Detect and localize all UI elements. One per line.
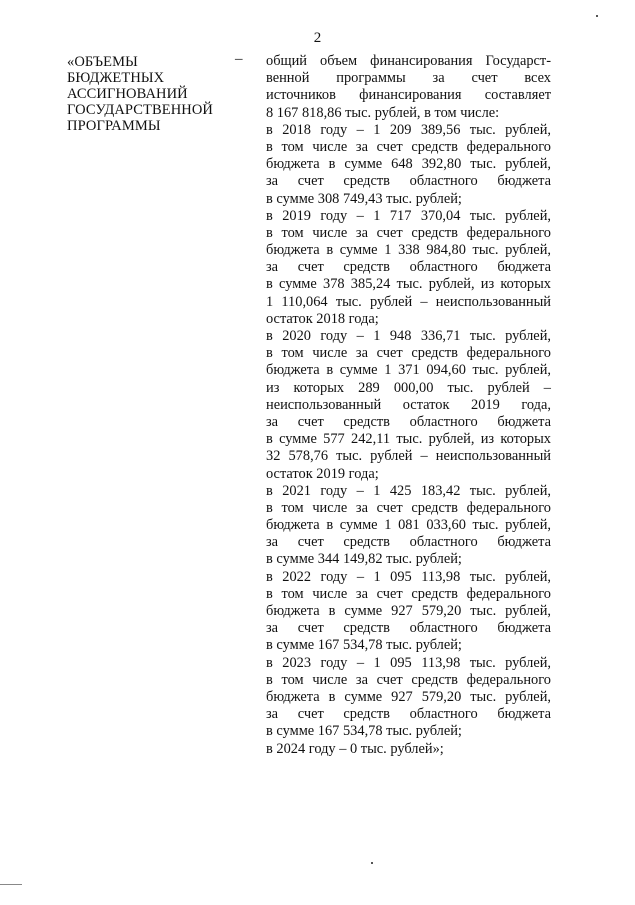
body-text-line: в сумме 378 385,24 тыс. рублей, из которых xyxy=(266,276,551,293)
scan-mark-bottom xyxy=(371,862,373,864)
body-text-line: из которых 289 000,00 тыс. рублей – xyxy=(266,379,551,396)
body-text-line: за счет средств областного бюджета xyxy=(266,706,551,723)
body-text-line: в 2021 году – 1 425 183,42 тыс. рублей, xyxy=(266,482,551,499)
section-title-line: АССИГНОВАНИЙ xyxy=(67,86,188,102)
section-title-line: «ОБЪЕМЫ xyxy=(67,54,138,70)
body-text-line: бюджета в сумме 927 579,20 тыс. рублей, xyxy=(266,688,551,705)
title-separator-dash: – xyxy=(235,51,243,67)
body-text-line: за счет средств областного бюджета xyxy=(266,173,551,190)
body-text-line: 8 167 818,86 тыс. рублей, в том числе: xyxy=(266,104,500,121)
body-text-line: за счет средств областного бюджета xyxy=(266,259,551,276)
scan-line-bottom-left xyxy=(0,884,22,885)
body-text-line: за счет средств областного бюджета xyxy=(266,534,551,551)
body-text-line: в 2022 году – 1 095 113,98 тыс. рублей, xyxy=(266,568,551,585)
body-text-line: в сумме 167 534,78 тыс. рублей; xyxy=(266,637,462,654)
body-text-line: в том числе за счет средств федерального xyxy=(266,585,551,602)
body-text-line: бюджета в сумме 1 371 094,60 тыс. рублей, xyxy=(266,362,551,379)
body-text-line: остаток 2018 года; xyxy=(266,310,379,327)
body-text-line: бюджета в сумме 1 338 984,80 тыс. рублей, xyxy=(266,242,551,259)
body-text-line: 32 578,76 тыс. рублей – неиспользованный xyxy=(266,448,551,465)
body-text-line: источников финансирования составляет xyxy=(266,87,551,104)
body-text-line: венной программы за счет всех xyxy=(266,70,551,87)
body-text-line: бюджета в сумме 648 392,80 тыс. рублей, xyxy=(266,156,551,173)
financing-body-text xyxy=(266,53,551,758)
body-text-line: общий объем финансирования Государст- xyxy=(266,53,551,69)
section-title-line: ГОСУДАРСТВЕННОЙ xyxy=(67,102,213,118)
section-title-line: БЮДЖЕТНЫХ xyxy=(67,70,165,86)
body-text-line: в 2018 году – 1 209 389,56 тыс. рублей, xyxy=(266,121,551,138)
body-text-line: в том числе за счет средств федерального xyxy=(266,138,551,155)
body-text-line: в 2020 году – 1 948 336,71 тыс. рублей, xyxy=(266,328,551,344)
body-text-line: 1 110,064 тыс. рублей – неиспользованный xyxy=(266,293,551,310)
body-text-line: в том числе за счет средств федерального xyxy=(266,671,551,688)
body-text-line: в сумме 577 242,11 тыс. рублей, из которых xyxy=(266,431,551,448)
scan-mark-top-right xyxy=(596,15,598,17)
body-text-line: за счет средств областного бюджета xyxy=(266,413,551,430)
section-title xyxy=(67,54,237,134)
body-text-line: в сумме 308 749,43 тыс. рублей; xyxy=(266,190,462,207)
body-text-line: в сумме 344 149,82 тыс. рублей; xyxy=(266,551,462,568)
body-text-line: бюджета в сумме 1 081 033,60 тыс. рублей, xyxy=(266,517,551,534)
body-text-line: остаток 2019 года; xyxy=(266,465,379,482)
body-text-line: за счет средств областного бюджета xyxy=(266,620,551,637)
body-text-line: неиспользованный остаток 2019 года, xyxy=(266,396,551,413)
body-text-line: в сумме 167 534,78 тыс. рублей; xyxy=(266,723,462,740)
body-text-line: в 2024 году – 0 тыс. рублей»; xyxy=(266,740,444,757)
body-text-line: в 2019 году – 1 717 370,04 тыс. рублей, xyxy=(266,207,551,224)
page-number: 2 xyxy=(313,30,322,46)
body-text-line: бюджета в сумме 927 579,20 тыс. рублей, xyxy=(266,603,551,619)
section-title-line: ПРОГРАММЫ xyxy=(67,118,161,134)
body-text-line: в том числе за счет средств федерального xyxy=(266,499,551,516)
body-text-line: в том числе за счет средств федерального xyxy=(266,224,551,241)
body-text-line: в том числе за счет средств федерального xyxy=(266,345,551,362)
body-text-line: в 2023 году – 1 095 113,98 тыс. рублей, xyxy=(266,654,551,671)
